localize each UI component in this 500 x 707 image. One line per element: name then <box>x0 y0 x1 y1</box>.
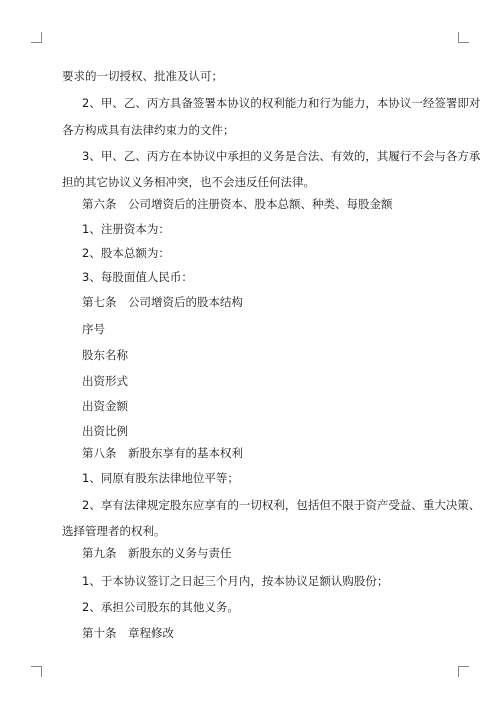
text-line: 2、甲、乙、丙方具备签署本协议的权利能力和行为能力，本协议一经签署即对 <box>82 96 481 110</box>
text-line: 各方构成具有法律约束力的文件； <box>62 123 235 137</box>
text-line: 1、于本协议签订之日起三个月内，按本协议足额认购股份； <box>82 574 389 588</box>
text-line: 1、同原有股东法律地位平等； <box>82 471 239 485</box>
text-line: 出资比例 <box>82 424 128 438</box>
text-line: 1、注册资本为： <box>82 222 170 236</box>
text-line: 股东名称 <box>82 348 128 362</box>
text-line: 要求的一切授权、批准及认可； <box>62 69 223 83</box>
article-heading: 第九条 新股东的义务与责任 <box>82 546 232 560</box>
text-line: 2、享有法律规定股东应享有的一切权利，包括但不限于资产受益、重大决策、 <box>82 498 481 512</box>
article-heading: 第十条 章程修改 <box>82 626 174 640</box>
text-line: 出资形式 <box>82 374 128 388</box>
article-heading: 第六条 公司增资后的注册资本、股本总额、种类、每股金额 <box>82 197 393 211</box>
crop-mark-bottom-left <box>31 666 42 677</box>
crop-mark-top-right <box>458 32 469 43</box>
text-line: 2、承担公司股东的其他义务。 <box>82 600 239 614</box>
text-line: 3、每股面值人民币： <box>82 270 193 284</box>
text-line: 选择管理者的权利。 <box>62 524 166 538</box>
crop-mark-bottom-right <box>458 666 469 677</box>
article-heading: 第八条 新股东享有的基本权利 <box>82 446 243 460</box>
text-line: 2、股本总额为： <box>82 246 170 260</box>
text-line: 3、甲、乙、丙方在本协议中承担的义务是合法、有效的，其履行不会与各方承 <box>82 149 481 163</box>
text-line: 担的其它协议义务相冲突，也不会违反任何法律。 <box>62 175 315 189</box>
text-line: 序号 <box>82 322 105 336</box>
crop-mark-top-left <box>31 32 42 43</box>
text-line: 出资金额 <box>82 399 128 413</box>
article-heading: 第七条 公司增资后的股本结构 <box>82 295 243 309</box>
